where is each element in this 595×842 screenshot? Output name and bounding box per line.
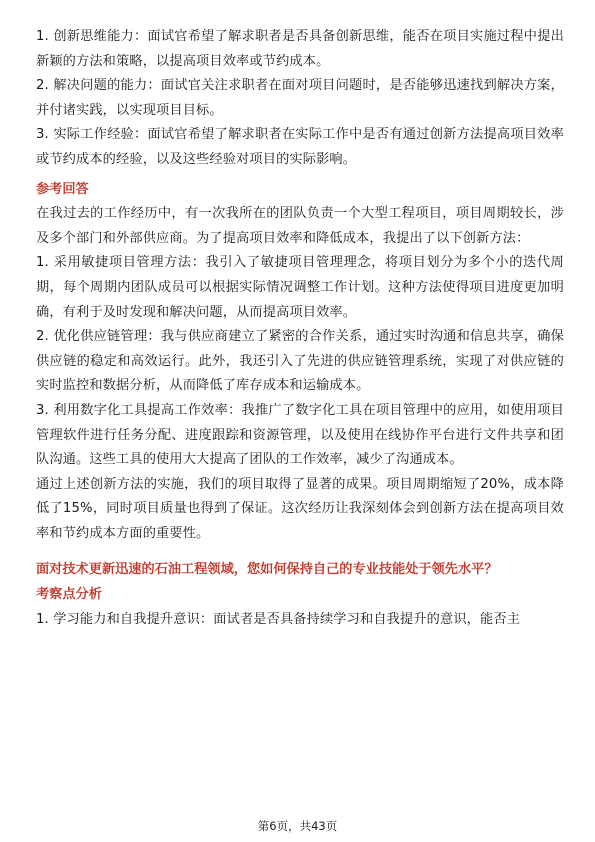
criterion-experience: 3. 实际工作经验：面试官希望了解求职者在实际工作中是否有通过创新方法提高项目效率或节约成本的经验，以及这些经验对项目的实际影响。	[36, 127, 564, 167]
page-content	[36, 25, 564, 632]
next-question: 面对技术更新迅速的石油工程领域，您如何保持自己的专业技能处于领先水平？	[36, 562, 498, 578]
criterion-problem-solving: 2. 解决问题的能力：面试官关注求职者在面对项目问题时，是否能够迅速找到解决方案，并付诸实践，以实现项目目标。	[36, 78, 564, 118]
next-criterion-learning: 1. 学习能力和自我提升意识：面试者是否具备持续学习和自我提升的意识，能否主	[36, 611, 521, 627]
answer-intro: 在我过去的工作经历中，有一次我所在的团队负责一个大型工程项目，项目周期较长，涉及多个部门和外部供应商。为了提高项目效率和降低成本，我提出了以下创新方法：	[36, 206, 564, 246]
criterion-innovation: 1. 创新思维能力：面试官希望了解求职者是否具备创新思维，能否在项目实施过程中提出新颖的方法和策略，以提高项目效率或节约成本。	[36, 29, 564, 69]
answer-point-agile: 1. 采用敏捷项目管理方法：我引入了敏捷项目管理理念，将项目划分为多个小的迭代周期，每个周期内团队成员可以根据实际情况调整工作计划。这种方法使得项目进度更加明确，有利于及时发现和解决问题，从而提高项目效率。	[36, 255, 564, 320]
reference-answer-heading: 参考回答	[36, 181, 89, 197]
answer-conclusion: 通过上述创新方法的实施，我们的项目取得了显著的成果。项目周期缩短了20%，成本降低了15%，同时项目质量也得到了保证。这次经历让我深刻体会到创新方法在提高项目效率和节约成本方面的重要性。	[36, 476, 564, 541]
answer-point-supply-chain: 2. 优化供应链管理：我与供应商建立了紧密的合作关系，通过实时沟通和信息共享，确保供应链的稳定和高效运行。此外，我还引入了先进的供应链管理系统，实现了对供应链的实时监控和数据分析，从而降低了库存成本和运输成本。	[36, 329, 564, 394]
analysis-heading: 考察点分析	[36, 587, 102, 603]
answer-point-digital-tools: 3. 利用数字化工具提高工作效率：我推广了数字化工具在项目管理中的应用，如使用项目管理软件进行任务分配、进度跟踪和资源管理，以及使用在线协作平台进行文件共享和团队沟通。这些工具的使用大大提高了团队的工作效率，减少了沟通成本。	[36, 402, 564, 468]
page-number-footer: 第6页，共43页	[257, 819, 338, 833]
